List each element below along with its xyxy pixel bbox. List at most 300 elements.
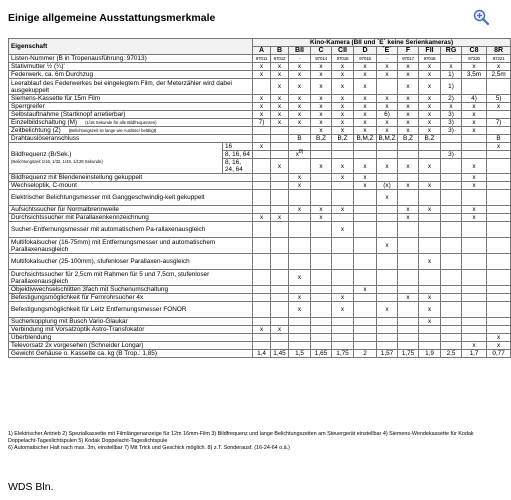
table-cell	[487, 159, 511, 174]
table-cell	[441, 334, 462, 342]
table-cell	[487, 326, 511, 334]
row-label	[9, 302, 253, 318]
table-cell: x	[419, 318, 441, 326]
table-cell: x	[354, 159, 377, 174]
table-cell	[354, 151, 377, 159]
frequency-cell: 16	[223, 143, 253, 151]
row-label-text: Bildfrequenz (B/Sek.)	[11, 151, 72, 158]
table-cell	[462, 143, 487, 151]
table-row	[9, 174, 511, 182]
table-cell	[487, 182, 511, 190]
table-cell: x	[398, 111, 419, 119]
row-label	[9, 214, 253, 222]
table-row	[9, 302, 511, 318]
table-cell	[377, 270, 398, 286]
table-cell	[419, 342, 441, 350]
table-row	[9, 342, 511, 350]
row-label-text: Multifokalsucher (25-100mm), stufenloser Parallaxen-ausgleich	[11, 258, 190, 265]
table-cell	[253, 334, 271, 342]
table-cell	[354, 238, 377, 254]
table-cell	[253, 222, 271, 238]
table-cell	[462, 135, 487, 143]
table-cell: 0,77	[487, 350, 511, 358]
model-header: A	[253, 47, 271, 55]
table-cell: x	[253, 95, 271, 103]
table-cell: x	[332, 174, 354, 182]
table-cell: 3)	[441, 111, 462, 119]
table-cell: x	[462, 214, 487, 222]
table-cell	[289, 326, 311, 334]
zoom-in-icon[interactable]	[473, 9, 489, 25]
row-label-text: Sucher-Entfernungsmesser mit automatischem Pa-rallaxenausgleich	[11, 226, 206, 233]
table-cell: B,M,Z	[378, 135, 396, 142]
table-cell	[271, 190, 289, 206]
table-cell	[419, 334, 441, 342]
row-label	[9, 79, 253, 95]
table-cell: 1,45	[271, 350, 289, 358]
table-cell: 1,75	[398, 350, 419, 358]
table-cell	[462, 254, 487, 270]
table-cell: x	[289, 63, 311, 71]
table-cell	[487, 294, 511, 302]
table-cell	[253, 238, 271, 254]
table-cell	[289, 286, 311, 294]
table-cell	[253, 151, 271, 159]
table-cell	[462, 151, 487, 159]
table-cell	[271, 151, 289, 159]
table-cell: x	[419, 71, 441, 79]
table-cell	[311, 182, 332, 190]
table-cell: x	[398, 63, 419, 71]
table-cell: 1)	[441, 79, 462, 95]
table-cell	[253, 254, 271, 270]
table-cell: 1,7	[462, 350, 487, 358]
publisher-label: WDS Bln.	[8, 481, 54, 493]
features-table	[8, 38, 511, 358]
table-cell: 3)	[441, 151, 462, 159]
row-note: (Belichtungszeit 1/16, 1/32, 1/48, 1/128 Sekunde)	[11, 159, 103, 164]
row-label-text: Zeitbelichtung (Z)	[11, 127, 61, 134]
table-cell	[311, 334, 332, 342]
table-cell	[398, 190, 419, 206]
table-cell: x	[271, 119, 289, 127]
row-label-text: Einzelbildschaltung (M)	[11, 119, 78, 126]
table-cell	[354, 190, 377, 206]
table-cell	[311, 342, 332, 350]
table-cell: (x)	[377, 182, 398, 190]
table-cell	[311, 270, 332, 286]
table-cell: x	[332, 294, 354, 302]
table-cell: 1,5	[289, 350, 311, 358]
row-label-text: Listen-Nummer (B in Tropenausführung: 97013)	[11, 55, 147, 62]
table-cell: x	[332, 103, 354, 111]
table-cell: x	[332, 206, 354, 214]
table-cell: B,M,Z	[354, 135, 377, 143]
table-cell: x	[311, 159, 332, 174]
row-label-text: Stativmutter ½ (¼)'	[11, 63, 65, 70]
table-cell: 6)	[377, 111, 398, 119]
table-cell	[332, 190, 354, 206]
frequency-cell: 8, 16, 24, 64	[223, 159, 253, 174]
table-cell: x	[487, 103, 511, 111]
features-table-wrapper	[8, 38, 506, 358]
table-cell: x	[311, 103, 332, 111]
table-cell	[377, 206, 398, 214]
header-row	[9, 39, 511, 47]
table-cell: x	[419, 254, 441, 270]
table-cell: x	[419, 206, 441, 214]
table-cell	[253, 135, 271, 143]
table-cell	[332, 334, 354, 342]
table-row	[9, 238, 511, 254]
table-cell	[332, 326, 354, 334]
table-cell	[462, 318, 487, 326]
table-cell	[487, 222, 511, 238]
row-label	[9, 254, 253, 270]
row-label-text: Leerablauf des Federwerkes bei eingelegtem Film, der Meterzähler wird dabei ausgekuppelt	[11, 79, 232, 94]
table-row	[9, 95, 511, 103]
table-cell	[253, 79, 271, 95]
row-label	[9, 350, 253, 358]
table-cell	[253, 294, 271, 302]
table-cell	[253, 206, 271, 214]
table-cell	[354, 214, 377, 222]
footnote-line: 6) Automatischer Halt nach max. 3m, einstellbar 7) Mit Trick und Geschick möglich. 8) z.T. Sonderausf. (16-24-64 o.ä.)	[8, 445, 290, 451]
table-cell	[354, 254, 377, 270]
table-cell	[271, 206, 289, 214]
table-cell	[271, 334, 289, 342]
table-cell: x	[377, 302, 398, 318]
table-cell: x	[271, 159, 289, 174]
table-cell: x	[398, 214, 419, 222]
table-cell: x	[377, 127, 398, 135]
table-cell	[354, 334, 377, 342]
table-cell: x	[253, 214, 271, 222]
table-cell: x	[398, 95, 419, 103]
table-cell	[398, 326, 419, 334]
table-cell: 97014	[311, 55, 332, 63]
table-cell: -	[377, 55, 398, 63]
table-cell	[271, 143, 289, 151]
table-cell	[398, 286, 419, 294]
footnotes	[8, 431, 492, 452]
row-label	[9, 71, 253, 79]
table-cell	[441, 143, 462, 151]
table-cell	[462, 190, 487, 206]
row-note: (Belichtungszeit so lange wie Auslöser betätigt)	[68, 128, 157, 133]
table-cell: x	[289, 119, 311, 127]
table-cell: 97017	[398, 55, 419, 63]
row-label-text: Televorsatz 2x vorgesehen (Schneider Longar)	[11, 342, 144, 349]
table-cell: x	[289, 111, 311, 119]
table-cell: 4)	[462, 95, 487, 103]
table-cell: 97011	[253, 55, 271, 63]
table-cell: x	[462, 206, 487, 214]
table-cell: x	[398, 182, 419, 190]
table-cell: x	[311, 127, 332, 135]
row-label	[9, 182, 253, 190]
row-label	[9, 206, 253, 214]
table-cell	[311, 143, 332, 151]
table-cell	[289, 318, 311, 326]
model-header: C8	[462, 47, 487, 55]
table-cell	[377, 143, 398, 151]
table-cell: x	[289, 270, 311, 286]
table-cell: 3)	[441, 127, 462, 135]
table-cell: 97015	[354, 55, 377, 63]
table-cell	[398, 222, 419, 238]
table-cell	[441, 135, 462, 143]
table-cell	[419, 270, 441, 286]
table-cell	[289, 127, 311, 135]
table-cell: x	[289, 95, 311, 103]
table-cell	[253, 190, 271, 206]
table-cell: 97012	[271, 55, 289, 63]
table-cell: $x^{8)}$	[289, 151, 311, 159]
table-cell	[271, 286, 289, 294]
table-cell: x	[253, 103, 271, 111]
table-cell: x	[377, 63, 398, 71]
table-cell	[487, 190, 511, 206]
table-cell	[487, 79, 511, 95]
table-cell: x	[311, 79, 332, 95]
table-cell: -	[441, 55, 462, 63]
row-label	[9, 286, 253, 294]
table-cell: x	[271, 71, 289, 79]
table-cell: x	[398, 119, 419, 127]
table-cell: x	[332, 222, 354, 238]
table-cell	[377, 151, 398, 159]
row-label	[9, 63, 253, 71]
table-cell: x	[311, 119, 332, 127]
table-cell: x	[354, 119, 377, 127]
table-row	[9, 63, 511, 71]
table-row	[9, 214, 511, 222]
table-cell: x	[377, 159, 398, 174]
row-label	[9, 143, 223, 174]
table-cell	[377, 294, 398, 302]
table-cell	[271, 270, 289, 286]
table-cell	[289, 334, 311, 342]
table-cell	[377, 334, 398, 342]
table-cell	[487, 270, 511, 286]
table-cell: x	[289, 206, 311, 214]
table-cell	[419, 326, 441, 334]
table-cell: x	[398, 79, 419, 95]
table-cell: B,Z	[398, 135, 419, 143]
table-cell: x	[289, 79, 311, 95]
table-cell	[271, 238, 289, 254]
table-cell: x	[311, 95, 332, 103]
table-row	[9, 294, 511, 302]
table-cell	[419, 190, 441, 206]
table-cell: x	[462, 119, 487, 127]
table-cell	[487, 206, 511, 214]
table-cell	[253, 174, 271, 182]
table-cell	[332, 151, 354, 159]
table-cell: 97018	[419, 55, 441, 63]
table-cell	[441, 254, 462, 270]
table-cell: B	[289, 135, 311, 143]
row-label-text: Wechseloptik, C-mount	[11, 182, 77, 189]
table-cell	[441, 238, 462, 254]
table-cell	[289, 254, 311, 270]
table-cell	[441, 214, 462, 222]
table-cell	[441, 302, 462, 318]
table-cell	[289, 190, 311, 206]
row-label-text: Verbindung mit Vorsatzoptik Astro-Transfokator	[11, 326, 145, 333]
row-label-text: Durchsichtssucher mit Parallaxenkennzeichnung	[11, 214, 149, 221]
table-cell: 5)	[487, 95, 511, 103]
row-label-text: Durchsichtssucher für 2,5cm mit Rahmen für 5 und 7,5cm, stufenloser Parallaxenausgleich	[11, 270, 210, 285]
table-cell	[311, 326, 332, 334]
table-cell	[289, 222, 311, 238]
table-cell: x	[354, 174, 377, 182]
table-cell: 1,4	[253, 350, 271, 358]
table-cell	[419, 222, 441, 238]
table-cell	[271, 135, 289, 143]
table-cell	[487, 151, 511, 159]
row-label-text: Selbstauftnahme (Startknopf arretierbar)	[11, 111, 126, 118]
table-cell	[419, 214, 441, 222]
table-cell: x	[354, 63, 377, 71]
table-cell: x	[332, 302, 354, 318]
table-cell	[271, 302, 289, 318]
model-header: CII	[332, 47, 354, 55]
row-label	[9, 174, 253, 182]
table-cell	[289, 238, 311, 254]
table-cell	[253, 159, 271, 174]
table-cell: x	[377, 238, 398, 254]
table-cell	[487, 127, 511, 135]
table-cell: x	[354, 182, 377, 190]
table-row	[9, 111, 511, 119]
table-cell	[377, 326, 398, 334]
table-row	[9, 79, 511, 95]
table-cell: x	[419, 127, 441, 135]
table-row	[9, 334, 511, 342]
table-cell: x	[441, 103, 462, 111]
table-cell	[487, 302, 511, 318]
page-title: Einige allgemeine Ausstattungsmerkmale	[8, 12, 216, 24]
table-cell	[311, 190, 332, 206]
table-cell	[441, 326, 462, 334]
model-header: 8R	[487, 47, 511, 55]
table-cell	[377, 318, 398, 326]
table-cell	[441, 342, 462, 350]
table-cell: 7)	[253, 119, 271, 127]
table-cell: x	[332, 71, 354, 79]
table-cell: x	[462, 159, 487, 174]
row-label-text: Befestigungsmöglichkeit für Fernrohrsucher 4x	[11, 294, 144, 301]
table-cell: x	[377, 103, 398, 111]
table-cell	[311, 318, 332, 326]
table-cell: -	[289, 55, 311, 63]
table-cell	[441, 190, 462, 206]
model-header: BII	[289, 47, 311, 55]
table-cell	[398, 254, 419, 270]
table-cell: x	[332, 63, 354, 71]
table-cell	[419, 151, 441, 159]
table-cell	[253, 286, 271, 294]
table-cell	[441, 159, 462, 174]
table-cell: x	[419, 111, 441, 119]
table-cell	[311, 222, 332, 238]
model-header: F	[398, 47, 419, 55]
table-cell	[398, 270, 419, 286]
table-cell: x	[332, 127, 354, 135]
table-cell: 1,75	[332, 350, 354, 358]
table-cell	[354, 342, 377, 350]
table-cell: x	[354, 111, 377, 119]
table-cell	[311, 302, 332, 318]
table-cell: x	[398, 159, 419, 174]
table-cell: x	[271, 103, 289, 111]
table-cell: 2,5m	[487, 71, 511, 79]
table-cell: x	[462, 111, 487, 119]
table-cell: x	[289, 182, 311, 190]
row-label-text: Befestigungsmöglichkeit für Leitz Entfernungsmesser FONOR	[11, 306, 187, 313]
table-cell: x	[311, 71, 332, 79]
table-row	[9, 222, 511, 238]
table-cell: x	[398, 206, 419, 214]
table-cell: x	[419, 302, 441, 318]
table-cell: x	[311, 111, 332, 119]
table-cell: x	[253, 111, 271, 119]
table-cell	[271, 174, 289, 182]
table-cell: x	[271, 79, 289, 95]
row-label	[9, 103, 253, 111]
table-row	[9, 206, 511, 214]
table-cell	[311, 151, 332, 159]
table-cell	[253, 342, 271, 350]
table-row	[9, 318, 511, 326]
table-cell	[332, 270, 354, 286]
table-cell	[271, 294, 289, 302]
table-cell	[271, 182, 289, 190]
row-label-text: Objektivwechselschlitten 3fach mit Suchenumschaltung	[11, 286, 169, 293]
table-cell	[441, 286, 462, 294]
table-cell	[311, 238, 332, 254]
table-cell: x	[271, 214, 289, 222]
table-cell: x	[377, 190, 398, 206]
table-cell: x	[253, 71, 271, 79]
column-group-header: Kino-Kamera (BII und ´E´ keine Serienkameras)	[253, 39, 511, 47]
table-cell: x	[462, 174, 487, 182]
table-cell: x	[253, 143, 271, 151]
table-cell	[462, 302, 487, 318]
table-cell	[487, 318, 511, 326]
table-cell	[271, 254, 289, 270]
row-label-text: Federwerk, ca. 6m Durchzug	[11, 71, 94, 78]
table-row	[9, 55, 511, 63]
row-label	[9, 270, 253, 286]
table-cell: x	[289, 302, 311, 318]
table-cell: 2	[354, 350, 377, 358]
table-cell: x	[419, 294, 441, 302]
table-cell: x	[311, 63, 332, 71]
table-cell	[398, 174, 419, 182]
row-label-text: Elektrischer Belichtungsmesser mit Ganggeschwindig-keit gekuppelt	[11, 194, 205, 201]
table-cell: x	[354, 95, 377, 103]
row-label-text: Aufsichtssucher für Normalbrennweite	[11, 206, 119, 213]
table-row	[9, 71, 511, 79]
table-cell	[398, 143, 419, 151]
table-cell: x	[377, 71, 398, 79]
table-row	[9, 182, 511, 190]
table-cell: x	[332, 95, 354, 103]
table-cell	[377, 174, 398, 182]
